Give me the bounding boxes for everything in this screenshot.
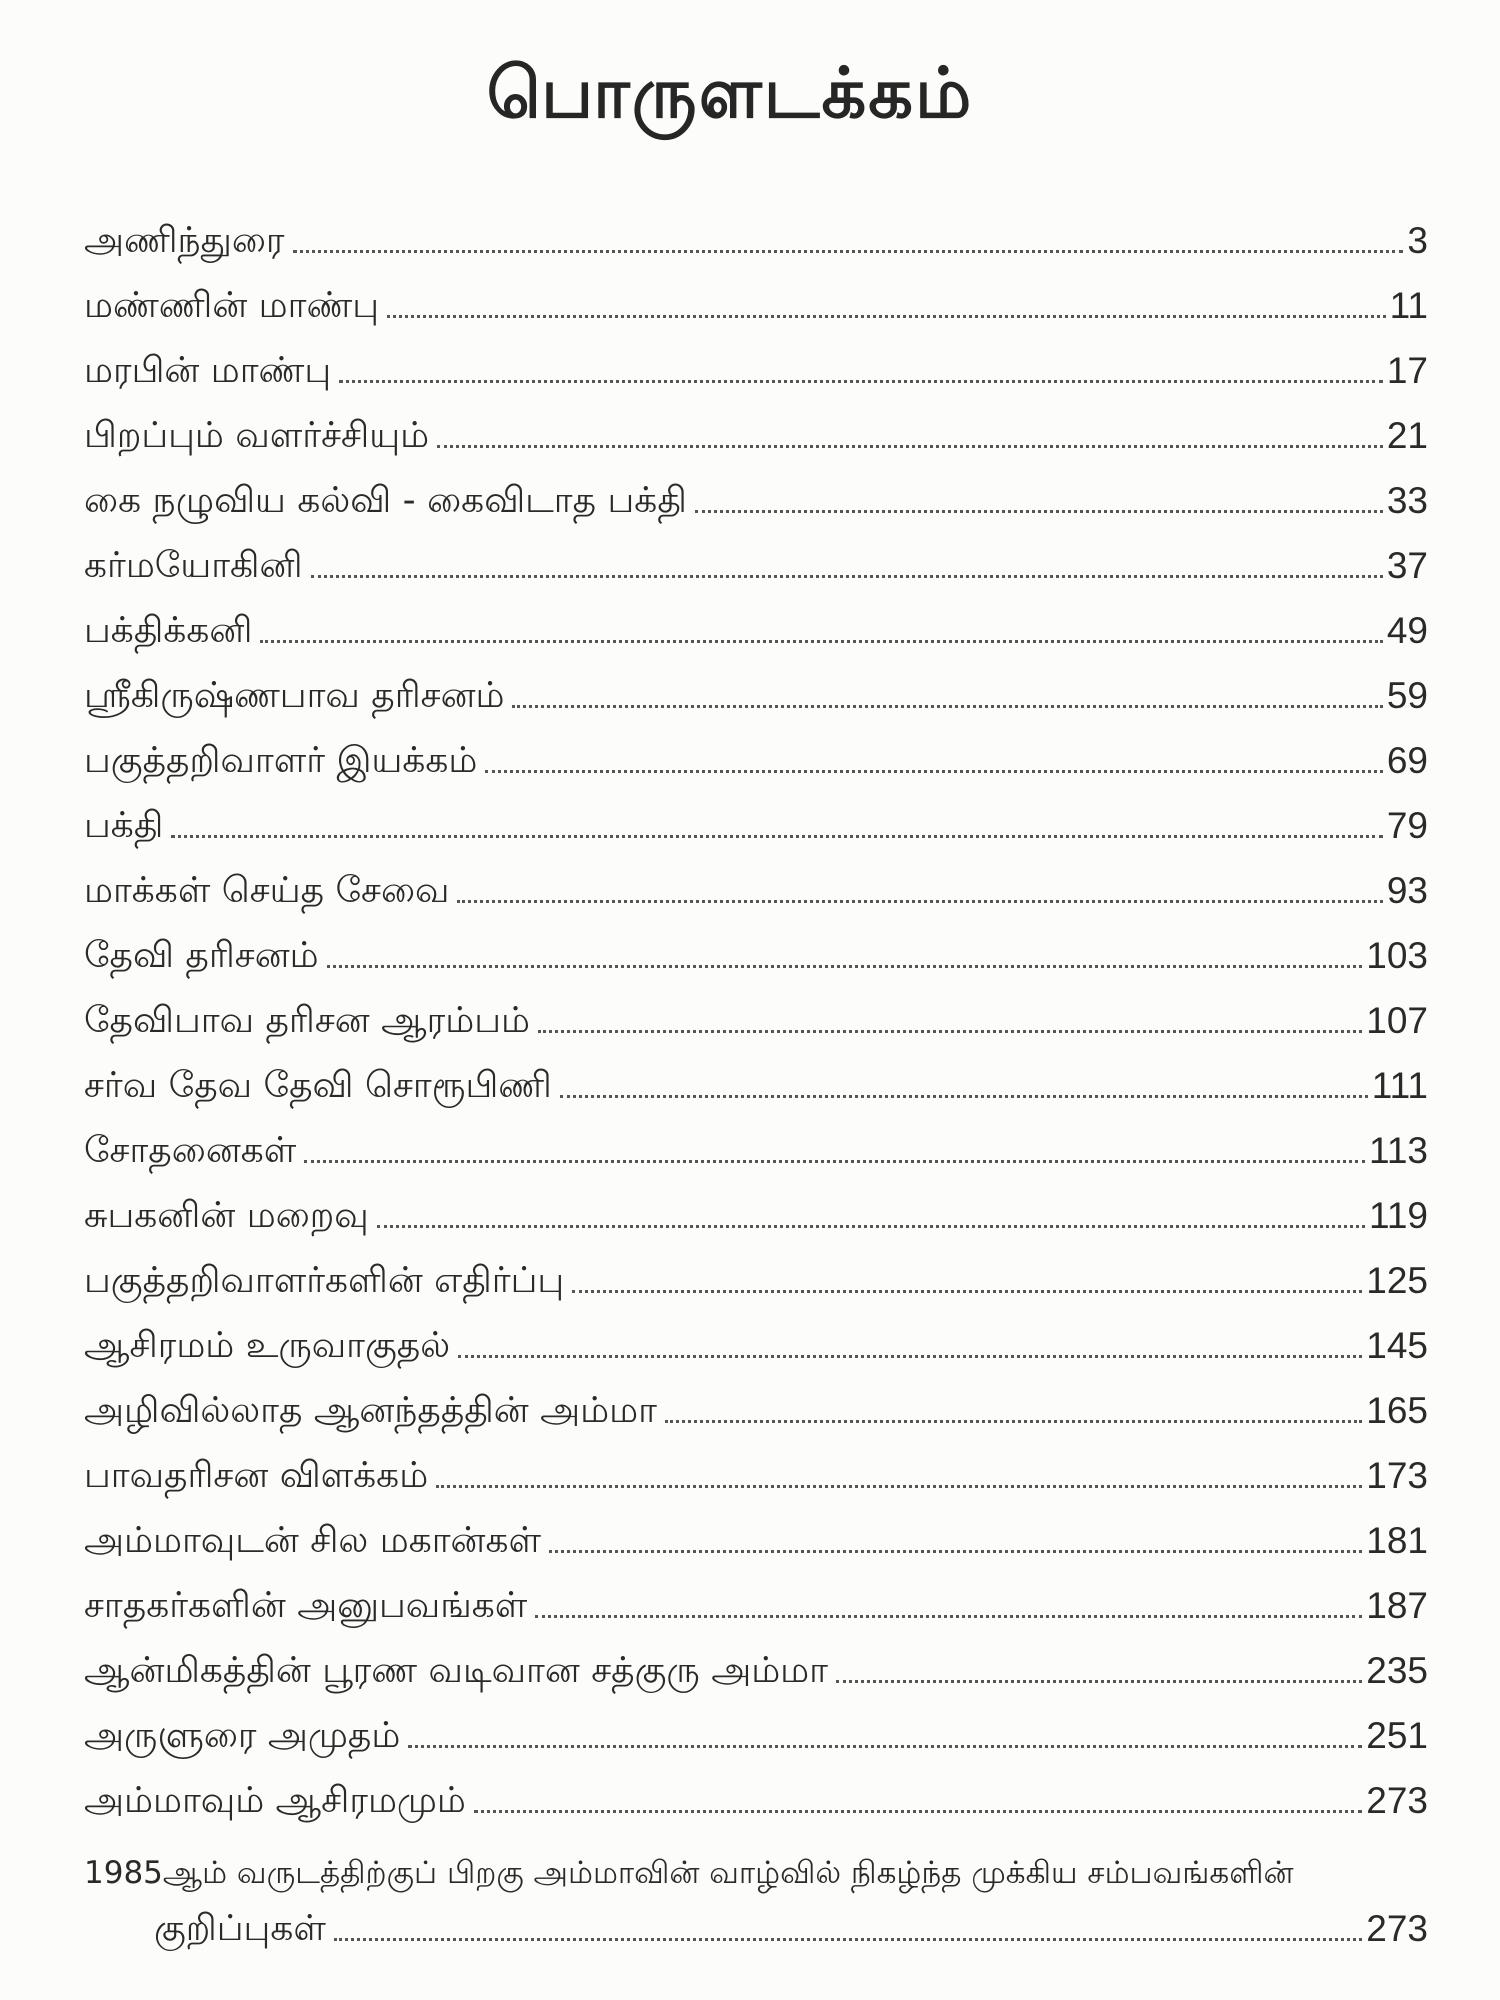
toc-entry-title-line2: குறிப்புகள்	[154, 1908, 326, 1949]
toc-entry	[84, 1756, 1428, 1821]
leader-dots	[377, 1225, 1365, 1228]
toc-entry	[84, 456, 1428, 521]
toc-entry	[84, 976, 1428, 1041]
toc-entry	[84, 1431, 1428, 1496]
toc-entry	[84, 586, 1428, 651]
toc-entry-page: 93	[1386, 870, 1428, 911]
toc-entry-page: 79	[1386, 805, 1428, 846]
toc-entry-title: கர்மயோகினி	[84, 545, 303, 586]
leader-dots	[408, 1745, 1362, 1748]
leader-dots	[485, 770, 1382, 773]
toc-entry-title: மாக்கள் செய்த சேவை	[84, 870, 450, 911]
toc-entry-title-line1: 1985ஆம் வருடத்திற்குப் பிறகு அம்மாவின் வாழ்வில் நிகழ்ந்த முக்கிய சம்பவங்களின்	[84, 1855, 1294, 1891]
toc-entry-page: 119	[1369, 1195, 1428, 1236]
toc-entry	[84, 1691, 1428, 1756]
toc-entry-title: பிறப்பும் வளர்ச்சியும்	[84, 415, 430, 456]
toc-entry-title: அணிந்துரை	[84, 220, 285, 261]
toc-entry-title: தேவி தரிசனம்	[84, 935, 319, 976]
toc-entry-page: 49	[1386, 610, 1428, 651]
toc-entry-title: அம்மாவும் ஆசிரமமும்	[84, 1780, 466, 1821]
leader-dots	[535, 1615, 1362, 1618]
toc-entry	[84, 651, 1428, 716]
toc-entry-title: அழிவில்லாத ஆனந்தத்தின் அம்மா	[84, 1390, 657, 1431]
toc-entry-page: 3	[1407, 220, 1428, 261]
leader-dots	[260, 640, 1382, 643]
toc-entry	[84, 1041, 1428, 1106]
toc-entry-title: சர்வ தேவ தேவி சொரூபிணி	[84, 1065, 552, 1106]
toc-entry	[84, 521, 1428, 586]
toc-entry-page: 33	[1386, 480, 1428, 521]
toc-entry	[84, 1301, 1428, 1366]
page-title: பொருளடக்கம்	[486, 52, 974, 134]
toc-entry-title: தேவிபாவ தரிசன ஆரம்பம்	[84, 1000, 530, 1041]
toc-entry-page: 113	[1369, 1130, 1428, 1171]
toc-entry-title: ஆன்மிகத்தின் பூரண வடிவான சத்குரு அம்மா	[84, 1650, 828, 1691]
toc-entry	[84, 261, 1428, 326]
toc-entry-multiline-first	[84, 1821, 1428, 1893]
toc-entry	[84, 1496, 1428, 1561]
leader-dots	[572, 1290, 1362, 1293]
toc-entry	[84, 326, 1428, 391]
toc-entry-title: சாதகர்களின் அனுபவங்கள்	[84, 1585, 528, 1626]
toc-entry	[84, 781, 1428, 846]
toc-entry-title: பாவதரிசன விளக்கம்	[84, 1455, 429, 1496]
leader-dots	[304, 1160, 1365, 1163]
leader-dots	[474, 1810, 1362, 1813]
toc-entry-title: அம்மாவுடன் சில மகான்கள்	[84, 1520, 541, 1561]
leader-dots	[293, 250, 1404, 253]
toc-entry	[84, 1236, 1428, 1301]
toc-entry-page: 21	[1386, 415, 1428, 456]
toc-entry-page: 187	[1366, 1585, 1428, 1626]
toc-entry-title: ஸ்ரீகிருஷ்ணபாவ தரிசனம்	[84, 675, 505, 716]
toc-entry-page: 273	[1366, 1908, 1428, 1949]
leader-dots	[457, 900, 1382, 903]
toc-entry	[84, 196, 1428, 261]
leader-dots	[436, 1485, 1362, 1488]
leader-dots	[549, 1550, 1362, 1553]
table-of-contents	[84, 196, 1428, 1949]
toc-entry-page: 181	[1366, 1520, 1428, 1561]
toc-entry-page: 107	[1366, 1000, 1428, 1041]
toc-entry-multiline-second	[84, 1893, 1428, 1949]
toc-entry-page: 37	[1386, 545, 1428, 586]
toc-entry	[84, 1106, 1428, 1171]
leader-dots	[695, 510, 1383, 513]
toc-entry-page: 235	[1366, 1650, 1428, 1691]
toc-entry-title: பகுத்தறிவாளர்களின் எதிர்ப்பு	[84, 1260, 565, 1301]
toc-entry-title: சோதனைகள்	[84, 1130, 297, 1171]
toc-entry	[84, 1561, 1428, 1626]
leader-dots	[387, 315, 1386, 318]
leader-dots	[327, 965, 1363, 968]
toc-entry-page: 173	[1366, 1455, 1428, 1496]
leader-dots	[334, 1938, 1362, 1941]
toc-entry-page: 273	[1366, 1780, 1428, 1821]
toc-entry	[84, 1626, 1428, 1691]
toc-entry-title: மரபின் மாண்பு	[84, 350, 332, 391]
toc-entry	[84, 911, 1428, 976]
toc-entry-title: பக்தி	[84, 805, 164, 846]
toc-entry-page: 103	[1366, 935, 1428, 976]
leader-dots	[339, 380, 1383, 383]
toc-entry-page: 125	[1366, 1260, 1428, 1301]
toc-entry-page: 251	[1366, 1715, 1428, 1756]
toc-entry-page: 59	[1386, 675, 1428, 716]
leader-dots	[311, 575, 1383, 578]
leader-dots	[836, 1680, 1362, 1683]
toc-entry-title: சுபகனின் மறைவு	[84, 1195, 369, 1236]
toc-entry	[84, 391, 1428, 456]
leader-dots	[512, 705, 1382, 708]
toc-entry-page: 165	[1366, 1390, 1428, 1431]
toc-entry-title: மண்ணின் மாண்பு	[84, 285, 380, 326]
leader-dots	[458, 1355, 1362, 1358]
toc-entry	[84, 846, 1428, 911]
toc-entry-page: 111	[1371, 1065, 1428, 1106]
toc-entry-page: 11	[1389, 285, 1428, 326]
leader-dots	[665, 1420, 1362, 1423]
toc-entry	[84, 716, 1428, 781]
leader-dots	[538, 1030, 1362, 1033]
toc-entry-title: அருளுரை அமுதம்	[84, 1715, 401, 1756]
toc-entry	[84, 1366, 1428, 1431]
toc-entry-page: 145	[1366, 1325, 1428, 1366]
toc-entry-title: கை நழுவிய கல்வி - கைவிடாத பக்தி	[84, 480, 687, 521]
leader-dots	[560, 1095, 1368, 1098]
toc-entry-title: பக்திக்கனி	[84, 610, 253, 651]
toc-entry-page: 69	[1386, 740, 1428, 781]
toc-entry-page: 17	[1386, 350, 1428, 391]
leader-dots	[437, 445, 1383, 448]
leader-dots	[171, 835, 1383, 838]
toc-entry-title: பகுத்தறிவாளர் இயக்கம்	[84, 740, 478, 781]
toc-entry	[84, 1171, 1428, 1236]
toc-entry-title: ஆசிரமம் உருவாகுதல்	[84, 1325, 451, 1366]
